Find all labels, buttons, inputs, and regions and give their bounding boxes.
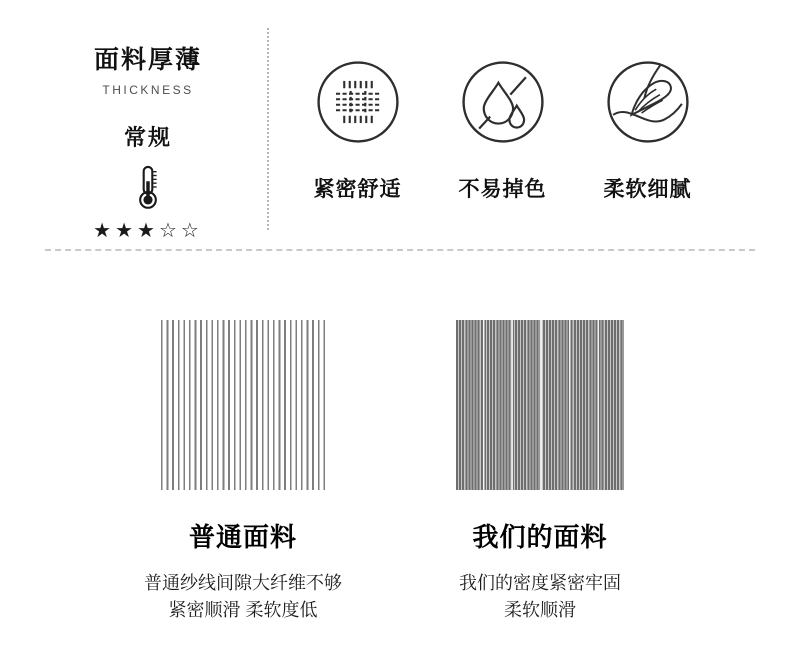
ordinary-fabric-description <box>105 570 381 624</box>
thickness-subtitle: THICKNESS <box>102 83 194 97</box>
our-fabric-title: 我们的面料 <box>472 522 608 552</box>
feature-label: 紧密舒适 <box>313 178 402 201</box>
comparison-ordinary-fabric <box>105 320 381 624</box>
ordinary-fabric-title: 普通面料 <box>188 522 297 552</box>
horizontal-dashed-divider <box>45 249 755 251</box>
feature-row <box>285 58 720 203</box>
feature-no-fade <box>430 58 575 203</box>
vertical-dotted-divider <box>267 28 269 230</box>
thickness-level-label: 常规 <box>123 125 172 150</box>
desc-line: 柔软顺滑 <box>504 600 576 620</box>
feature-tight-comfort <box>285 58 430 203</box>
our-fabric-description <box>402 570 678 624</box>
feature-label: 柔软细腻 <box>603 178 692 201</box>
thickness-panel <box>58 40 238 243</box>
feature-label: 不易掉色 <box>458 178 547 201</box>
thickness-title: 面料厚薄 <box>93 46 202 74</box>
comparison-our-fabric <box>402 320 678 624</box>
desc-line: 普通纱线间隙大纤维不够 <box>144 573 342 593</box>
desc-line: 我们的密度紧密牢固 <box>459 573 621 593</box>
soft-touch-hand-icon <box>604 58 692 146</box>
weave-icon <box>314 58 402 146</box>
feature-soft-touch <box>575 58 720 203</box>
thermometer-icon <box>58 165 238 209</box>
star-filled-icons: ★★★ <box>93 220 159 242</box>
star-empty-icons: ☆☆ <box>158 220 203 242</box>
sparse-thread-pattern <box>161 320 325 490</box>
thickness-rating <box>58 218 238 243</box>
dense-thread-pattern <box>456 320 624 490</box>
desc-line: 紧密顺滑 柔软度低 <box>168 600 318 620</box>
no-fade-droplets-icon <box>459 58 547 146</box>
